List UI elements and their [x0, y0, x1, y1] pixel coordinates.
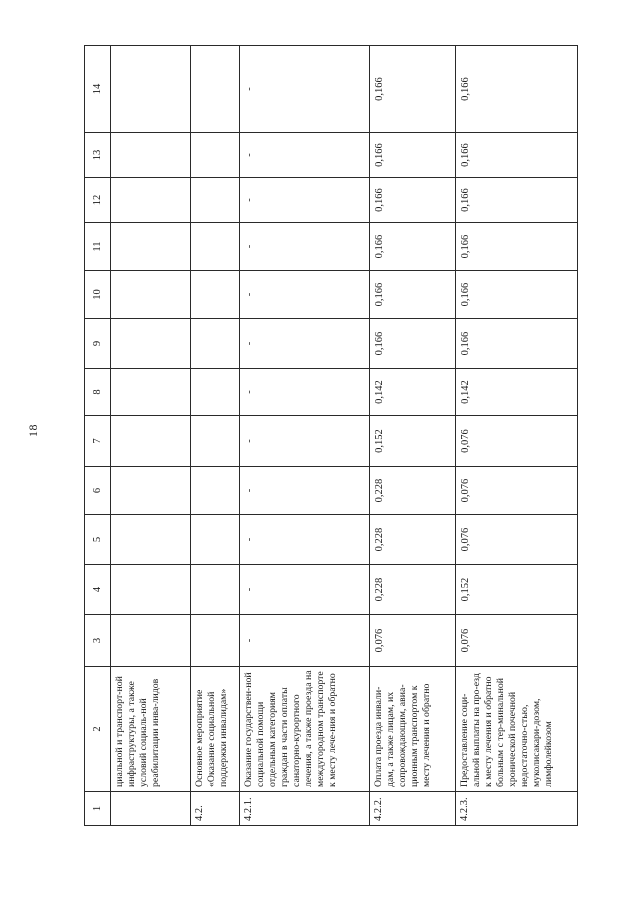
value-cell: 0,228 — [370, 467, 456, 515]
value-cell: 0,076 — [456, 416, 578, 467]
value-cell — [111, 46, 191, 133]
value-cell: 0,166 — [456, 223, 578, 271]
value-cell — [111, 467, 191, 515]
rotated-table-wrapper — [84, 46, 577, 826]
value-cell — [191, 178, 240, 223]
value-cell: - — [240, 565, 370, 615]
value-cell: 0,166 — [456, 133, 578, 178]
header-cell: 10 — [85, 271, 111, 319]
header-cell: 9 — [85, 319, 111, 369]
header-cell: 11 — [85, 223, 111, 271]
table-row — [191, 46, 240, 826]
row-number: 4.2. — [191, 792, 240, 826]
page-number: 18 — [26, 424, 40, 437]
value-cell: 0,166 — [456, 46, 578, 133]
header-cell: 14 — [85, 46, 111, 133]
table-row — [111, 46, 191, 826]
table-row — [240, 46, 370, 826]
row-description: Оплата проезда инвали-дам, а также лицам, их сопровождающим, авиа-ционным транспортом к месту лечения и обратно — [370, 667, 456, 792]
value-cell: 0,142 — [456, 369, 578, 416]
row-description: циальной и транспорт-ной инфраструктуры, а также условий социаль-ной реабилитации инва-лидов — [111, 667, 191, 792]
header-cell: 3 — [85, 615, 111, 667]
value-cell: 0,166 — [456, 178, 578, 223]
value-cell: - — [240, 319, 370, 369]
value-cell — [191, 515, 240, 565]
value-cell: 0,166 — [370, 319, 456, 369]
value-cell — [111, 133, 191, 178]
value-cell — [111, 223, 191, 271]
value-cell — [191, 565, 240, 615]
row-description: Оказание государствен-ной социальной помощи отдельным категориям граждан в части оплаты санаторно-курортного лечения, а также проезда на междугородном транспорте к месту лече-ния и обратно — [240, 667, 370, 792]
value-cell: 0,166 — [370, 223, 456, 271]
value-cell: 0,166 — [456, 271, 578, 319]
row-number: 4.2.1. — [240, 792, 370, 826]
value-cell: - — [240, 515, 370, 565]
value-cell — [191, 615, 240, 667]
value-cell — [111, 416, 191, 467]
value-cell — [111, 615, 191, 667]
value-cell: - — [240, 223, 370, 271]
value-cell: 0,076 — [456, 467, 578, 515]
value-cell — [191, 46, 240, 133]
row-number: 4.2.3. — [456, 792, 578, 826]
program-table — [84, 45, 578, 826]
header-row — [85, 46, 111, 826]
value-cell — [111, 178, 191, 223]
table-row — [456, 46, 578, 826]
value-cell — [191, 369, 240, 416]
value-cell: 0,166 — [370, 178, 456, 223]
row-number — [111, 792, 191, 826]
header-cell: 12 — [85, 178, 111, 223]
value-cell — [111, 515, 191, 565]
row-number: 4.2.2. — [370, 792, 456, 826]
header-cell: 7 — [85, 416, 111, 467]
value-cell — [111, 319, 191, 369]
header-cell: 4 — [85, 565, 111, 615]
value-cell — [111, 369, 191, 416]
table-row — [370, 46, 456, 826]
value-cell: 0,152 — [370, 416, 456, 467]
value-cell: 0,152 — [456, 565, 578, 615]
value-cell — [111, 271, 191, 319]
value-cell — [191, 271, 240, 319]
value-cell — [191, 319, 240, 369]
value-cell: 0,166 — [456, 319, 578, 369]
header-cell: 5 — [85, 515, 111, 565]
value-cell: 0,076 — [456, 515, 578, 565]
value-cell — [191, 416, 240, 467]
value-cell: 0,142 — [370, 369, 456, 416]
header-cell: 6 — [85, 467, 111, 515]
header-cell: 13 — [85, 133, 111, 178]
value-cell: 0,166 — [370, 271, 456, 319]
value-cell: 0,076 — [370, 615, 456, 667]
value-cell: 0,166 — [370, 46, 456, 133]
value-cell: 0,228 — [370, 515, 456, 565]
value-cell: - — [240, 178, 370, 223]
value-cell: 0,076 — [456, 615, 578, 667]
value-cell: - — [240, 467, 370, 515]
value-cell — [111, 565, 191, 615]
value-cell: - — [240, 416, 370, 467]
header-cell: 8 — [85, 369, 111, 416]
value-cell — [191, 133, 240, 178]
value-cell: - — [240, 615, 370, 667]
row-description: Предоставление соци-альной выплаты на про-езд к месту лечения и обратно больным с тер-минальной хронической почечной недостаточно-стью, муколисакари-дозом, лимфолейкозом — [456, 667, 578, 792]
value-cell: - — [240, 271, 370, 319]
value-cell — [191, 223, 240, 271]
value-cell: - — [240, 369, 370, 416]
value-cell: - — [240, 133, 370, 178]
header-cell: 2 — [85, 667, 111, 792]
row-description: Основное мероприятие «Оказание социальной поддержки инвалидам» — [191, 667, 240, 792]
value-cell: 0,166 — [370, 133, 456, 178]
value-cell: 0,228 — [370, 565, 456, 615]
value-cell: - — [240, 46, 370, 133]
value-cell — [191, 467, 240, 515]
header-cell: 1 — [85, 792, 111, 826]
